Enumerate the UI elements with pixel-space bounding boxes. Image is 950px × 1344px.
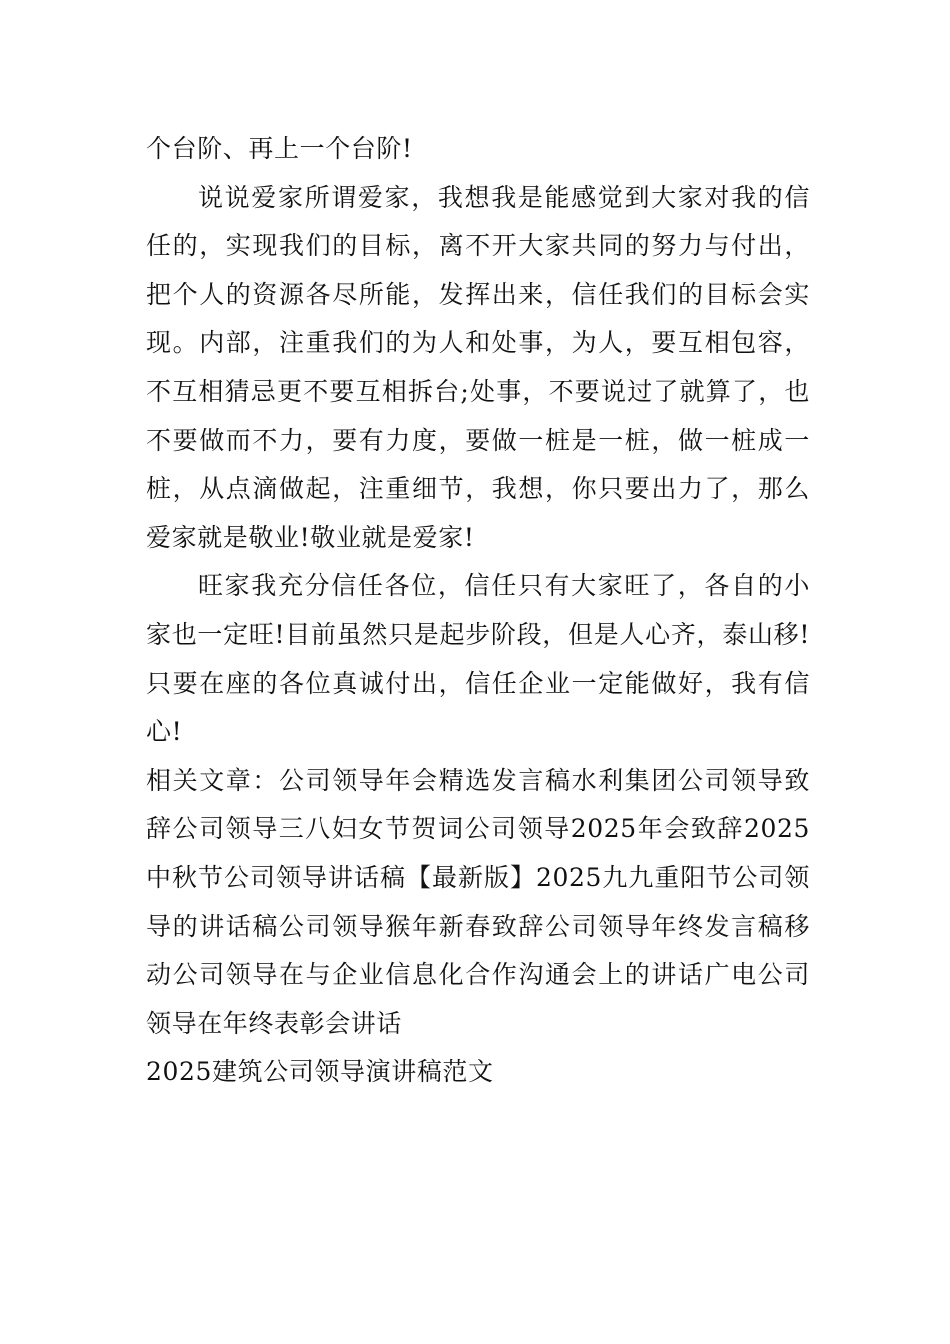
document-body bbox=[146, 125, 810, 1097]
next-article-title[interactable]: 2025建筑公司领导演讲稿范文 bbox=[146, 1057, 494, 1087]
paragraph-continuation: 个台阶、再上一个台阶! bbox=[146, 134, 413, 163]
paragraph-love-home: 说说爱家所谓爱家，我想我是能感觉到大家对我的信任的，实现我们的目标，离不开大家共同的努力与付出，把个人的资源各尽所能，发挥出来，信任我们的目标会实现。内部，注重我们的为人和处事，为人，要互相包容，不互相猜忌更不要互相拆台;处事，不要说过了就算了，也不要做而不力，要有力度，要做一桩是一桩，做一桩成一桩，从点滴做起，注重细节，我想，你只要出力了，那么爱家就是敬业!敬业就是爱家! bbox=[146, 182, 810, 552]
paragraph-prosper-home: 旺家我充分信任各位，信任只有大家旺了，各自的小家也一定旺!目前虽然只是起步阶段，但是人心齐，泰山移!只要在座的各位真诚付出，信任企业一定能做好，我有信心! bbox=[146, 571, 810, 747]
related-articles[interactable]: 相关文章：公司领导年会精选发言稿水利集团公司领导致辞公司领导三八妇女节贺词公司领导2025年会致辞2025中秋节公司领导讲话稿【最新版】2025九九重阳节公司领导的讲话稿公司领导猴年新春致辞公司领导年终发言稿移动公司领导在与企业信息化合作沟通会上的讲话广电公司领导在年终表彰会讲话 bbox=[146, 765, 810, 1038]
